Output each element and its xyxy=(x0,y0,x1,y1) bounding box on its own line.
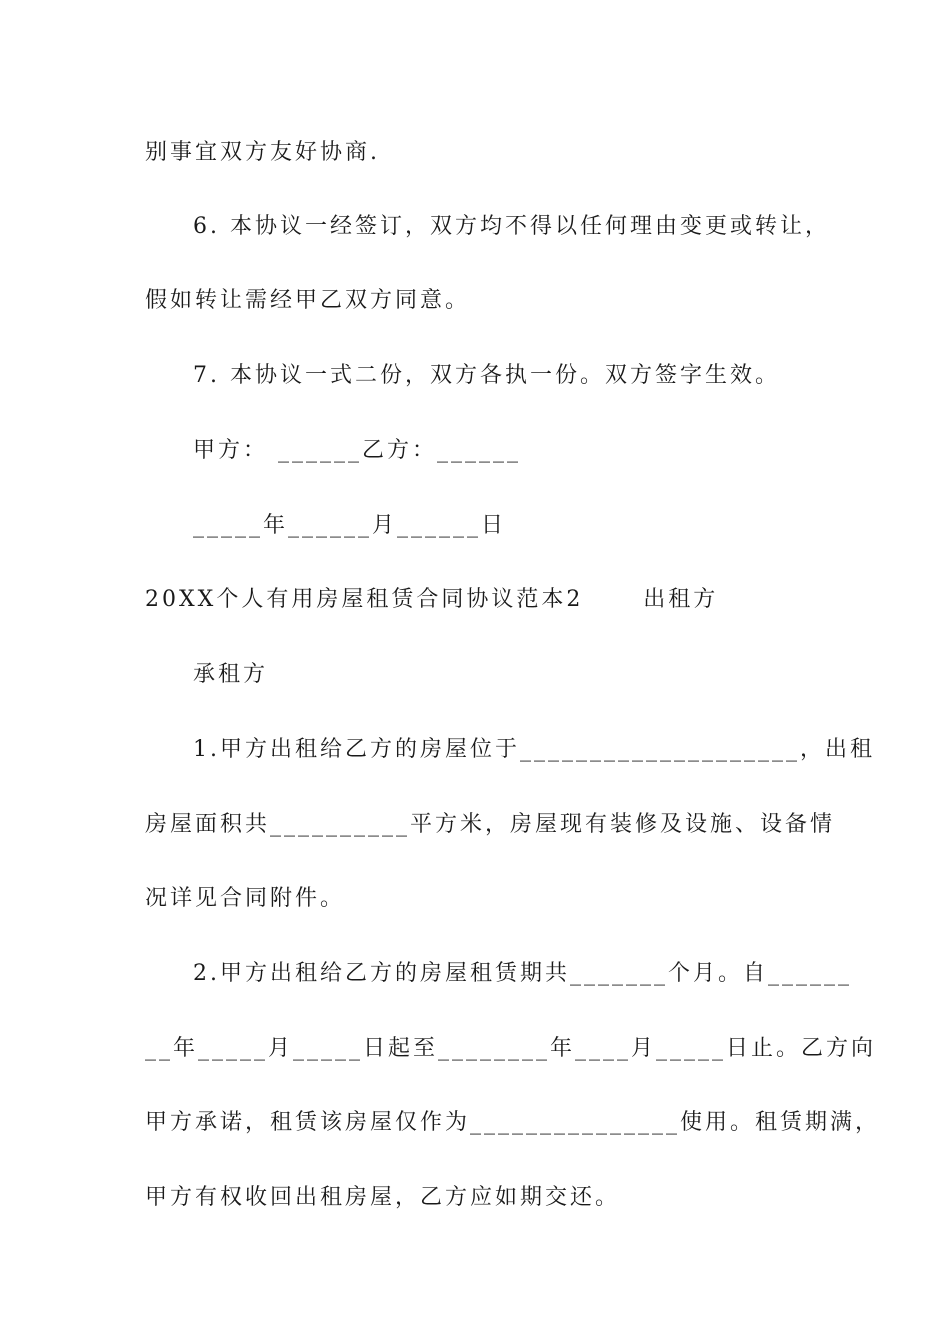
clause-7: 7. 本协议一式二份，双方各执一份。双方签字生效。 xyxy=(193,363,780,388)
clause-6-line-2: 假如转让需经甲乙双方同意。 xyxy=(145,288,471,313)
signature-parties: 甲方： ______乙方：______ xyxy=(193,438,521,463)
clause-1-line-1: 1.甲方出租给乙方的房屋位于____________________，出租 xyxy=(193,737,875,762)
contract-title: 20XX个人有用房屋租赁合同协议范本2 出租方 xyxy=(145,587,719,612)
clause-1-line-3: 况详见合同附件。 xyxy=(145,886,346,911)
clause-2-line-1: 2.甲方出租给乙方的房屋租赁期共_______个月。自______ xyxy=(193,961,852,986)
clause-6-line-1: 6. 本协议一经签订，双方均不得以任何理由变更或转让， xyxy=(193,214,830,239)
signature-date: _____年______月______日 xyxy=(193,513,507,538)
clause-2-line-3: 甲方承诺，租赁该房屋仅作为_______________使用。租赁期满， xyxy=(145,1110,881,1135)
tenant-label: 承租方 xyxy=(193,662,269,687)
clause-2-line-4: 甲方有权收回出租房屋，乙方应如期交还。 xyxy=(145,1185,621,1210)
clause-1-line-2: 房屋面积共__________平方米，房屋现有装修及设施、设备情 xyxy=(145,812,836,837)
clause-2-line-2: __年_____月_____日起至________年____月_____日止。乙方向 xyxy=(145,1036,877,1061)
text-line-continuation: 别事宜双方友好协商. xyxy=(145,140,380,165)
